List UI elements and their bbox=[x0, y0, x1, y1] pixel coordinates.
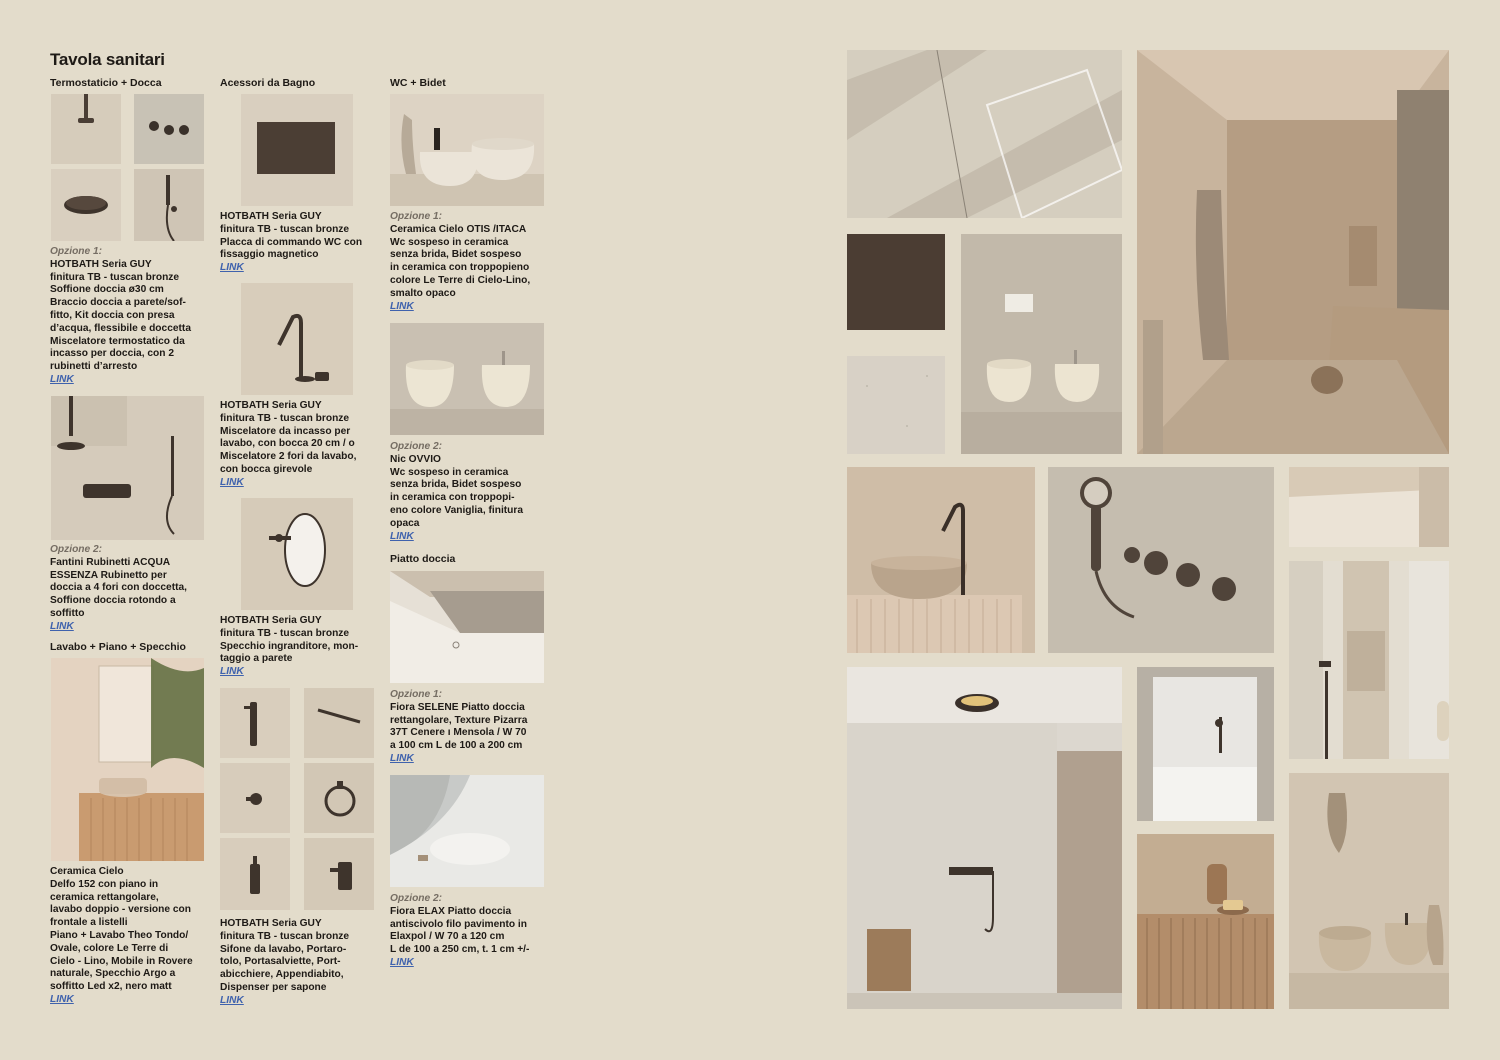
text-line: Braccio doccia a parete/sof- bbox=[50, 297, 186, 309]
text-line: Dispenser per sapone bbox=[220, 981, 327, 993]
page-title: Tavola sanitari bbox=[50, 50, 165, 69]
termostatico-option2-link[interactable]: LINK bbox=[50, 620, 74, 632]
text-line: Fiora ELAX Piatto doccia bbox=[390, 905, 512, 917]
text-line: taggio a parete bbox=[220, 653, 293, 665]
toilet-brush-image bbox=[220, 688, 290, 758]
moodboard-walk-in-shower bbox=[847, 667, 1122, 1009]
text-line: HOTBATH Seria GUY bbox=[220, 400, 322, 411]
text-line: Elaxpol / W 70 a 120 cm bbox=[390, 931, 505, 943]
option-label: Opzione 1: bbox=[50, 246, 103, 257]
lavabo-vanity-image bbox=[51, 658, 204, 861]
text-line: in ceramica con troppopieno bbox=[390, 262, 530, 274]
accessori-block3-link[interactable]: LINK bbox=[220, 666, 244, 678]
text-line: doccia a 4 fori con doccetta, bbox=[50, 582, 188, 594]
magnifying-mirror-image bbox=[241, 498, 353, 610]
text-line: Miscelatore 2 fori da lavabo, bbox=[220, 451, 357, 463]
text-line: incasso per doccia, con 2 bbox=[50, 348, 174, 360]
section-heading-piatto-doccia: Piatto doccia bbox=[390, 553, 456, 565]
text-line: ceramica rettangolare, bbox=[50, 891, 159, 903]
text-line: HOTBATH Seria GUY bbox=[220, 211, 322, 222]
flush-plate-image bbox=[241, 94, 353, 206]
termostatico-option1-link[interactable]: LINK bbox=[50, 373, 74, 385]
selene-shower-tray-image bbox=[390, 571, 544, 683]
section-heading-accessori: Acessori da Bagno bbox=[220, 77, 316, 89]
text-line: frontale a listelli bbox=[50, 917, 128, 929]
text-line: HOTBATH Seria GUY bbox=[220, 615, 322, 626]
nic-ovvio-wc-image bbox=[390, 323, 544, 435]
text-line: finitura TB - tuscan bronze bbox=[220, 627, 350, 639]
soap-dispenser-image bbox=[220, 838, 290, 910]
hand-shower-kit-product-image bbox=[134, 169, 204, 241]
text-line: soffitto bbox=[50, 607, 85, 619]
moodboard-bathroom-corridor bbox=[1137, 50, 1449, 454]
text-line: opaca bbox=[390, 517, 420, 529]
towel-bar-image bbox=[304, 688, 374, 758]
wc-option2-text bbox=[390, 441, 550, 543]
text-line: lavabo, con bocca 20 cm / o bbox=[220, 438, 355, 450]
text-line: Soffione doccia ø30 cm bbox=[50, 284, 164, 296]
option-label: Opzione 1: bbox=[390, 689, 443, 700]
text-line: finitura TB - tuscan bronze bbox=[220, 930, 350, 942]
elax-shower-tray-image bbox=[390, 775, 544, 887]
moodboard-stone-swatch bbox=[847, 356, 945, 454]
text-line: finitura TB - tuscan bronze bbox=[50, 271, 180, 283]
text-line: tolo, Portasalviette, Port- bbox=[220, 956, 341, 968]
option-label: Opzione 2: bbox=[390, 893, 443, 904]
text-line: Piano + Lavabo Theo Tondo/ bbox=[50, 929, 189, 941]
lavabo-link[interactable]: LINK bbox=[50, 993, 74, 1005]
text-line: abicchiere, Appendiabito, bbox=[220, 969, 344, 981]
text-line: fitto, Kit doccia con presa bbox=[50, 309, 175, 321]
section-heading-termostatico: Termostaticio + Docca bbox=[50, 77, 162, 89]
text-line: smalto opaco bbox=[390, 287, 456, 299]
moodboard-shower-tray-floor bbox=[1289, 467, 1449, 547]
tumbler-holder-image bbox=[304, 838, 374, 910]
termostatico-option2-text bbox=[50, 544, 210, 634]
text-line: 37T Cenere ı Mensola / W 70 bbox=[390, 727, 527, 739]
text-line: fissaggio magnetico bbox=[220, 249, 319, 261]
accessori-block2-link[interactable]: LINK bbox=[220, 476, 244, 488]
text-line: finitura TB - tuscan bronze bbox=[220, 223, 350, 235]
text-line: lavabo doppio - versione con bbox=[50, 904, 191, 916]
towel-ring-image bbox=[304, 763, 374, 833]
option-label: Opzione 2: bbox=[390, 441, 443, 452]
text-line: HOTBATH Seria GUY bbox=[220, 918, 322, 929]
piatto-option1-link[interactable]: LINK bbox=[390, 752, 414, 764]
accessori-block1-link[interactable]: LINK bbox=[220, 262, 244, 274]
rain-shower-head-product-image bbox=[51, 169, 121, 241]
text-line: rettangolare, Texture Pizarra bbox=[390, 714, 528, 726]
section-heading-wc-bidet: WC + Bidet bbox=[390, 77, 446, 89]
text-line: antiscivolo filo pavimento in bbox=[390, 918, 527, 930]
wc-option1-text bbox=[390, 211, 550, 313]
text-line: Placca di commando WC con bbox=[220, 236, 363, 248]
accessori-block4-text bbox=[220, 918, 385, 1008]
text-line: senza brida, Bidet sospeso bbox=[390, 479, 522, 491]
text-line: eno colore Vaniglia, finitura bbox=[390, 504, 524, 516]
text-line: HOTBATH Seria GUY bbox=[50, 258, 152, 270]
text-line: Soffione doccia rotondo a bbox=[50, 595, 176, 607]
piatto-option1-text bbox=[390, 689, 550, 766]
text-line: Specchio ingranditore, mon- bbox=[220, 640, 359, 652]
accessori-block4-link[interactable]: LINK bbox=[220, 994, 244, 1006]
text-line: ESSENZA Rubinetto per bbox=[50, 569, 167, 581]
acqua-essenza-shower-image bbox=[51, 396, 204, 540]
wc-option1-link[interactable]: LINK bbox=[390, 300, 414, 312]
text-line: naturale, Specchio Argo a bbox=[50, 968, 176, 980]
text-line: Miscelatore termostatico da bbox=[50, 335, 185, 347]
text-line: L de 100 a 250 cm, t. 1 cm +/- bbox=[390, 944, 530, 956]
section-heading-lavabo: Lavabo + Piano + Specchio bbox=[50, 641, 186, 653]
moodboard-stone-texture-shadows bbox=[847, 50, 1122, 218]
piatto-option2-text bbox=[390, 893, 550, 970]
text-line: con bocca girevole bbox=[220, 463, 313, 475]
piatto-option2-link[interactable]: LINK bbox=[390, 956, 414, 968]
accessori-block2-text bbox=[220, 400, 385, 490]
text-line: Fiora SELENE Piatto doccia bbox=[390, 701, 525, 713]
text-line: Wc sospeso in ceramica bbox=[390, 236, 509, 248]
moodboard-soap-tray-cabinet bbox=[1137, 834, 1274, 1009]
ceiling-arm-product-image bbox=[51, 94, 121, 164]
robe-hook-image bbox=[220, 763, 290, 833]
accessori-block3-text bbox=[220, 615, 385, 679]
text-line: Ovale, colore Le Terre di bbox=[50, 942, 169, 954]
text-line: Ceramica Cielo OTIS /ITACA bbox=[390, 223, 527, 235]
option-label: Opzione 1: bbox=[390, 211, 443, 222]
text-line: d’acqua, flessibile e doccetta bbox=[50, 322, 191, 334]
text-line: Wc sospeso in ceramica bbox=[390, 466, 509, 478]
text-line: Nic OVVIO bbox=[390, 453, 441, 465]
text-line: Sifone da lavabo, Portaro- bbox=[220, 943, 347, 955]
text-line: finitura TB - tuscan bronze bbox=[220, 412, 350, 424]
wc-option2-link[interactable]: LINK bbox=[390, 530, 414, 542]
moodboard-wc-bidet-wall bbox=[961, 234, 1122, 454]
basin-mixer-image bbox=[241, 283, 353, 395]
moodboard-hand-shower-mixer bbox=[1048, 467, 1274, 653]
text-line: rubinetti d’arresto bbox=[50, 361, 138, 373]
accessori-block1-text bbox=[220, 211, 385, 275]
moodboard-vessel-basin bbox=[847, 467, 1035, 653]
text-line: Fantini Rubinetti ACQUA bbox=[50, 556, 171, 568]
thermostatic-mixer-product-image bbox=[134, 94, 204, 164]
moodboard-lit-shower-niche bbox=[1137, 667, 1274, 821]
text-line: Delfo 152 con piano in bbox=[50, 878, 159, 890]
text-line: in ceramica con troppopi- bbox=[390, 492, 515, 504]
cielo-wc-bidet-image bbox=[390, 94, 544, 206]
text-line: Ceramica Cielo bbox=[50, 866, 124, 877]
termostatico-option1-text bbox=[50, 246, 210, 387]
text-line: soffitto Led x2, nero matt bbox=[50, 981, 172, 993]
text-line: senza brida, Bidet sospeso bbox=[390, 249, 522, 261]
moodboard-niche-shower bbox=[1289, 561, 1449, 759]
text-line: a 100 cm L de 100 a 200 cm bbox=[390, 740, 523, 752]
moodboard-bronze-swatch bbox=[847, 234, 945, 330]
text-line: colore Le Terre di Cielo-Lino, bbox=[390, 274, 531, 286]
lavabo-text bbox=[50, 866, 210, 1007]
moodboard-towel-wc bbox=[1289, 773, 1449, 1009]
text-line: Cielo - Lino, Mobile in Rovere bbox=[50, 955, 193, 967]
text-line: Miscelatore da incasso per bbox=[220, 425, 351, 437]
option-label: Opzione 2: bbox=[50, 544, 103, 555]
